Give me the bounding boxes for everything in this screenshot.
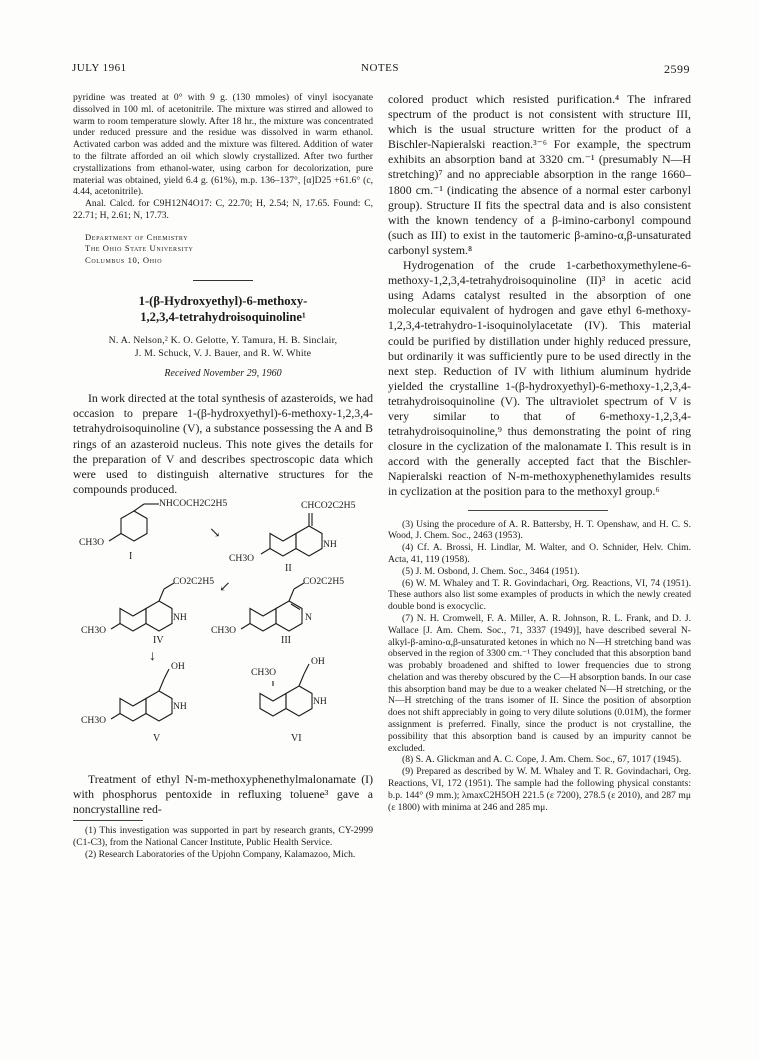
page-number: 2599 bbox=[664, 62, 690, 76]
reference-item: (9) Prepared as described by W. M. Whaley and T. R. Govindachari, Org. Reactions, VI, 172 (1951). The sample had the following physical constants: b.p. 144° (9 mm.); λmaxC2H5OH 221.5 (ε 7200), 278.5 (ε 2010), and 287 mμ (ε 1800) with minima at 246 and 285 mμ. bbox=[388, 766, 691, 813]
structure-V-methoxy: CH3O bbox=[81, 714, 107, 726]
footnote: (1) This investigation was supported in part by research grants, CY-2999 (C1-C3), from the National Cancer Institute, Public Health Service. bbox=[73, 825, 373, 848]
structure-IV-nh: NH bbox=[173, 611, 187, 623]
structure-II-substituent: CHCO2C2H5 bbox=[301, 499, 356, 511]
structure-IV bbox=[111, 583, 174, 631]
structure-V-nh: NH bbox=[173, 700, 187, 712]
structure-III-substituent: CO2C2H5 bbox=[303, 575, 345, 587]
right-column bbox=[388, 92, 691, 813]
footnote: (2) Research Laboratories of the Upjohn Company, Kalamazoo, Mich. bbox=[85, 848, 356, 860]
structure-II-label: II bbox=[285, 562, 292, 574]
footnotes bbox=[73, 825, 373, 860]
structure-IV-methoxy: CH3O bbox=[81, 624, 107, 636]
treatment-paragraph: Treatment of ethyl N-m-methoxyphenethylmalonamate (I) with phosphorus pentoxide in refluxing toluene³ gave a noncrystalline red- bbox=[73, 771, 373, 817]
body-paragraph: Hydrogenation of the crude 1-carbethoxymethylene-6-methoxy-1,2,3,4-tetrahydroisoquinoline (II)³ in acetic acid using Adams catalyst resulted in the absorption of one molecular equivalent of hydrogen and gave ethyl 6-methoxy-1,2,3,4-tetrahydro-1-isoquinolylacetate (IV). This material could be purified by distillation under highly reduced pressure, but ordinarily it was sufficiently pure to be used directly in the next step. Reduction of IV with lithium aluminum hydride yielded the crystalline 1-(β-hydroxyethyl)-6-methoxy-1,2,3,4-tetrahydroisoquinoline (V). The ultraviolet spectrum of V is very similar to that of 6-methoxy-1,2,3,4-tetrahydroisoquinoline,⁹ thus demonstrating the point of ring closure in the cyclization of the malonamate I. This result is in accord with the generally accepted fact that the Bischler-Napieralski reaction of N-m-methoxyphenethylamides results in cyclization at the position para to the methoxyl group.⁶ bbox=[388, 258, 691, 499]
structure-V-label: V bbox=[153, 732, 161, 744]
running-head bbox=[70, 62, 690, 78]
structure-VI-nh: NH bbox=[313, 695, 327, 707]
structure-III bbox=[241, 583, 304, 631]
structure-VI-oh: OH bbox=[311, 655, 325, 667]
structure-III-label: III bbox=[281, 634, 291, 646]
structure-VI-methoxy: CH3O bbox=[251, 666, 277, 678]
structure-V-oh: OH bbox=[171, 660, 185, 672]
body-paragraph: colored product which resisted purification.⁴ The infrared spectrum of the product is not consistent with structure III, which is the usual structure written for the product of a Bischler-Napieralski reaction.³⁻⁶ For example, the spectrum exhibits an absorption band at 3320 cm.⁻¹ (presumably N—H stretching)⁷ and no appreciable absorption in the range 1660–1800 cm.⁻¹ (indicating the absence of a normal ester carbonyl group). Structure II fits the spectral data and is also consistent with the known tendency of a β-imino-carbonyl compound (such as III) to exist in the tautomeric β-amino-α,β-unsaturated carbonyl system.⁸ bbox=[388, 92, 691, 257]
reference-item: (7) N. H. Cromwell, F. A. Miller, A. R. Johnson, R. L. Frank, and D. J. Wallace [J. Am. Chem. Soc., 71, 3337 (1949)], have described several N-alkyl-β-amino-α,β-unsaturated ketones in which no N—H stretching band was observed in the region of 3300 cm.⁻¹ They concluded that this absorption band was probably broadened and shifted to lower frequencies due to strong chelation and was thereby obscured by the C—H absorption bands. In our case this absorption band may be due to a weaker chelated N—H stretching, or the N—H stretching of the trans isomer of II. Since the position of absorption does not shift appreciably in going to very dilute solutions (0.01M), the former assignment is preferred. Finally, since the product is not crystalline, the possibility that this absorption band is caused by an impurity cannot be excluded. bbox=[388, 612, 691, 754]
reference-item: (6) W. M. Whaley and T. R. Govindachari, Org. Reactions, VI, 74 (1951). These authors also list some examples of products in which the newly created double bond is exocyclic. bbox=[388, 577, 691, 613]
reaction-arrow: ↙ bbox=[219, 579, 231, 595]
structure-IV-substituent: CO2C2H5 bbox=[173, 575, 215, 587]
running-head-date: JULY 1961 bbox=[72, 62, 127, 74]
references bbox=[388, 519, 691, 814]
reference-item: (4) Cf. A. Brossi, H. Lindlar, M. Walter, and O. Schnider, Helv. Chim. Acta, 41, 119 (1958). bbox=[388, 542, 691, 565]
article-title-line: 1-(β-Hydroxyethyl)-6-methoxy- bbox=[138, 294, 308, 309]
left-column bbox=[73, 92, 373, 861]
intro-paragraph: In work directed at the total synthesis of azasteroids, we had occasion to prepare 1-(β-hydroxyethyl)-6-methoxy-1,2,3,4-tetrahydroisoquinoline (V), a substance possessing the A and B rings of an azasteroid nucleus. This note gives the details for the preparation of V and describes spectroscopic data which were used to distinguish alternative structures for the compounds produced. bbox=[73, 391, 373, 496]
affiliation-line: The Ohio State University bbox=[85, 243, 194, 254]
footnote-divider bbox=[73, 820, 143, 821]
analysis-text: Anal. Calcd. for C9H12N4O17: C, 22.70; H, 2.54; N, 17.65. Found: C, 22.71; H, 2.61; N, 17.73. bbox=[73, 198, 373, 221]
structure-I-methoxy: CH3O bbox=[79, 536, 105, 548]
author-line: N. A. Nelson,² K. O. Gelotte, Y. Tamura, H. B. Sinclair, bbox=[108, 335, 338, 347]
running-head-section: NOTES bbox=[361, 62, 399, 74]
reaction-scheme bbox=[69, 497, 379, 766]
affiliation bbox=[85, 232, 373, 267]
section-divider bbox=[193, 280, 253, 281]
structure-III-n: N bbox=[305, 611, 312, 623]
structure-II-methoxy: CH3O bbox=[229, 552, 255, 564]
reference-item: (8) S. A. Glickman and A. C. Cope, J. Am. Chem. Soc., 67, 1017 (1945). bbox=[402, 754, 682, 766]
received-date: Received November 29, 1960 bbox=[164, 368, 282, 380]
structure-VI-label: VI bbox=[291, 732, 302, 744]
reference-item: (3) Using the procedure of A. R. Battersby, H. T. Openshaw, and H. C. S. Wood, J. Chem. Soc., 2463 (1953). bbox=[388, 518, 691, 542]
structure-IV-label: IV bbox=[153, 634, 164, 646]
affiliation-line: Columbus 10, Ohio bbox=[85, 254, 163, 265]
author-list bbox=[73, 335, 373, 360]
structure-I-substituent: NHCOCH2C2H5 bbox=[159, 497, 228, 509]
reaction-arrow: ↘ bbox=[209, 525, 221, 541]
article-title bbox=[73, 293, 373, 325]
structure-III-methoxy: CH3O bbox=[211, 624, 237, 636]
author-line: J. M. Schuck, V. J. Bauer, and R. W. White bbox=[134, 347, 312, 359]
structure-I-label: I bbox=[129, 550, 133, 562]
reduction-arrow: ↓ bbox=[149, 648, 156, 664]
structure-II bbox=[261, 513, 322, 556]
structure-V bbox=[111, 669, 172, 721]
structure-I bbox=[109, 504, 159, 541]
structure-II-nh: NH bbox=[323, 538, 337, 550]
article-title-line: 1,2,3,4-tetrahydroisoquinoline¹ bbox=[140, 310, 306, 325]
reference-item: (5) J. M. Osbond, J. Chem. Soc., 3464 (1951). bbox=[402, 565, 580, 577]
experimental-continuation: pyridine was treated at 0° with 9 g. (130 mmoles) of vinyl isocyanate dissolved in 100 ml. of acetonitrile. The mixture was stirred and allowed to warm to room temperature slowly. After 18 hr., the mixture was concentrated under reduced pressure and the residue was dissolved in warm ethanol. Activated carbon was added and the mixture was filtered. Addition of water to the filtrate afforded an oil which slowly crystallized. After two further crystallizations from ethanol-water, using carbon for decolorization, pure material was obtained, yield 6.4 g. (61%), m.p. 136–137°, [α]D25 +61.6° (c, 4.44, acetonitrile). bbox=[73, 92, 373, 198]
references-divider bbox=[468, 510, 608, 511]
affiliation-line: Department of Chemistry bbox=[85, 231, 189, 242]
